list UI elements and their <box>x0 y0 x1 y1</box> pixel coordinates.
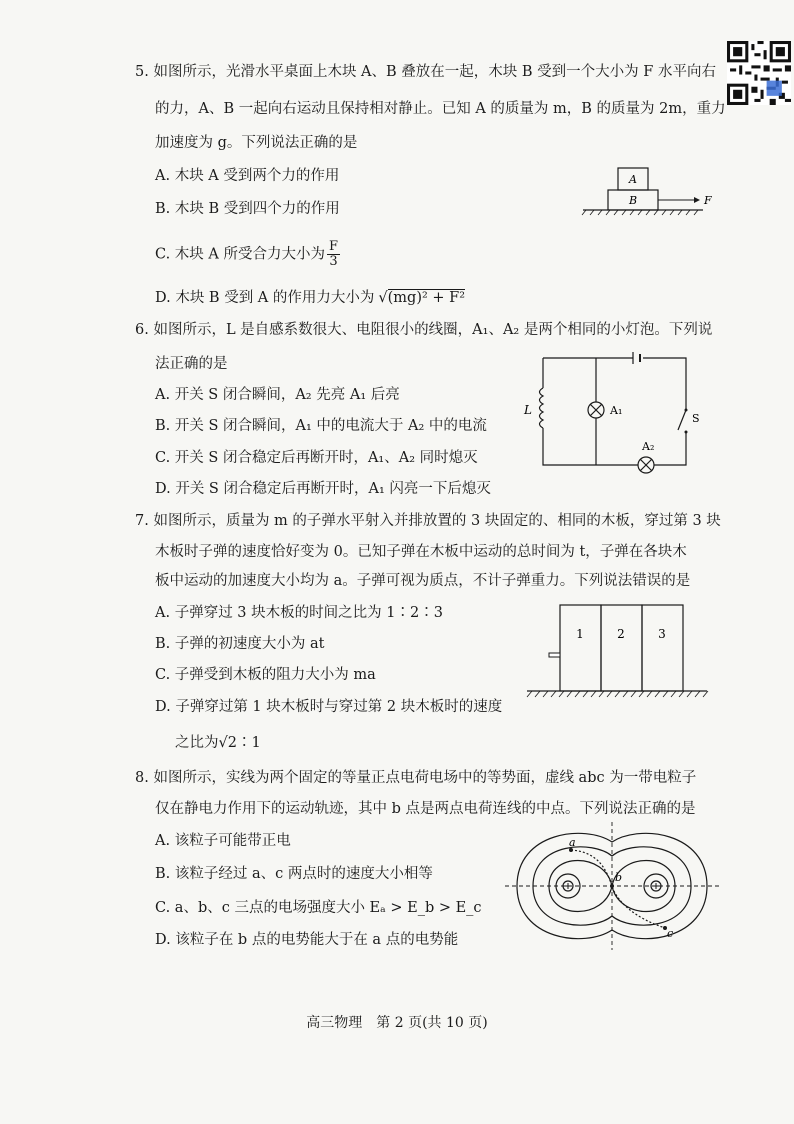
q6-option-d[interactable]: D. 开关 S 闭合稳定后再断开时，A₁ 闪亮一下后熄灭 <box>155 481 491 497</box>
q7-stem-line-2: 木板时子弹的速度恰好变为 0。已知子弹在木板中运动的总时间为 t，子弹在各块木 <box>155 544 687 560</box>
switch-label: S <box>692 412 700 425</box>
inductor-coil <box>540 388 544 428</box>
q7-option-d-continued: 之比为√2∶1 <box>175 735 261 751</box>
block-b-label: B <box>628 194 638 207</box>
board-1-label: 1 <box>576 627 584 641</box>
board-2-label: 2 <box>617 627 625 641</box>
q5-option-d-text: D. 木块 B 受到 A 的作用力大小为 <box>155 290 375 306</box>
board-3-label: 3 <box>658 627 666 641</box>
q5-option-d-radicand: (mg)² + F² <box>387 290 466 306</box>
q5-option-b[interactable]: B. 木块 B 受到四个力的作用 <box>155 201 340 217</box>
block-a-label: A <box>629 173 637 186</box>
q7-option-a[interactable]: A. 子弹穿过 3 块木板的时间之比为 1∶2∶3 <box>155 605 443 621</box>
lamp-a1-label: A₁ <box>610 404 623 417</box>
point-b <box>610 884 614 888</box>
board-3 <box>642 605 683 691</box>
q6-stem-line-2: 法正确的是 <box>155 356 228 372</box>
point-c-label: c <box>667 927 674 940</box>
table-hatching <box>582 210 698 215</box>
inductor-label: L <box>524 403 532 417</box>
q5-stem-line-2: 的力，A、B 一起向右运动且保持相对静止。已知 A 的质量为 m，B 的质量为 2m，重力 <box>155 101 726 117</box>
q5-option-d[interactable]: D. 木块 B 受到 A 的作用力大小为 √(mg)² + F² <box>155 290 466 306</box>
q7-option-c[interactable]: C. 子弹受到木板的阻力大小为 ma <box>155 667 376 683</box>
bullet-shape <box>549 653 560 657</box>
q5-option-a[interactable]: A. 木块 A 受到两个力的作用 <box>155 168 340 184</box>
q5-option-c[interactable] <box>155 240 340 269</box>
point-a-label: a <box>569 836 576 849</box>
q5-blocks-figure <box>578 160 718 220</box>
q5-stem-line-3: 加速度为 g。下列说法正确的是 <box>155 135 358 151</box>
q7-option-b[interactable]: B. 子弹的初速度大小为 at <box>155 636 325 652</box>
lamp-a2-label: A₂ <box>642 440 655 453</box>
q5-stem-line-1: 5. 如图所示，光滑水平桌面上木块 A、B 叠放在一起，木块 B 受到一个大小为 F 水平向右 <box>135 64 716 80</box>
q8-stem-line-1: 8. 如图所示，实线为两个固定的等量正点电荷电场中的等势面，虚线 abc 为一带电粒子 <box>135 770 697 786</box>
bottom-wire-left <box>543 428 638 465</box>
q7-stem-line-3: 板中运动的加速度大小均为 a。子弹可视为质点，不计子弹重力。下列说法错误的是 <box>155 573 691 589</box>
force-arrow-head <box>694 197 700 203</box>
point-b-label: b <box>615 871 623 884</box>
q6-option-b[interactable]: B. 开关 S 闭合瞬间，A₁ 中的电流大于 A₂ 中的电流 <box>155 418 487 434</box>
q8-option-d[interactable]: D. 该粒子在 b 点的电势能大于在 a 点的电势能 <box>155 932 459 948</box>
q7-stem-line-1: 7. 如图所示，质量为 m 的子弹水平射入并排放置的 3 块固定的、相同的木板，穿过第 3 块 <box>135 513 721 529</box>
q8-equipotential-figure <box>505 822 720 950</box>
force-label: F <box>704 194 712 207</box>
q5-option-c-text: C. 木块 A 所受合力大小为 <box>155 246 325 263</box>
q8-option-b[interactable]: B. 该粒子经过 a、c 两点时的速度大小相等 <box>155 866 433 882</box>
board-1 <box>560 605 601 691</box>
page-footer: 高三物理 第 2 页(共 10 页) <box>306 1015 488 1031</box>
q6-circuit-figure <box>518 350 698 475</box>
q6-option-a[interactable]: A. 开关 S 闭合瞬间，A₂ 先亮 A₁ 后亮 <box>155 387 400 403</box>
switch-blade <box>678 410 686 430</box>
q8-option-a[interactable]: A. 该粒子可能带正电 <box>155 833 291 849</box>
board-2 <box>601 605 642 691</box>
qr-code-icon <box>727 41 791 105</box>
q5-option-c-fraction: $\frac{F}{3}$ <box>329 239 339 269</box>
top-wire-right <box>643 358 686 410</box>
q7-boards-figure <box>522 600 712 708</box>
q8-option-c[interactable]: C. a、b、c 三点的电场强度大小 Eₐ > E_b > E_c <box>155 900 482 916</box>
q7-option-d[interactable]: D. 子弹穿过第 1 块木板时与穿过第 2 块木板时的速度 <box>155 699 503 715</box>
ground-hatching <box>527 691 708 697</box>
q8-stem-line-2: 仅在静电力作用下的运动轨迹，其中 b 点是两点电荷连线的中点。下列说法正确的是 <box>155 801 696 817</box>
bottom-wire-right <box>654 432 686 465</box>
q6-stem-line-1: 6. 如图所示，L 是自感系数很大、电阻很小的线圈，A₁、A₂ 是两个相同的小灯泡。下列说 <box>135 322 713 338</box>
q6-option-c[interactable]: C. 开关 S 闭合稳定后再断开时，A₁、A₂ 同时熄灭 <box>155 450 478 466</box>
